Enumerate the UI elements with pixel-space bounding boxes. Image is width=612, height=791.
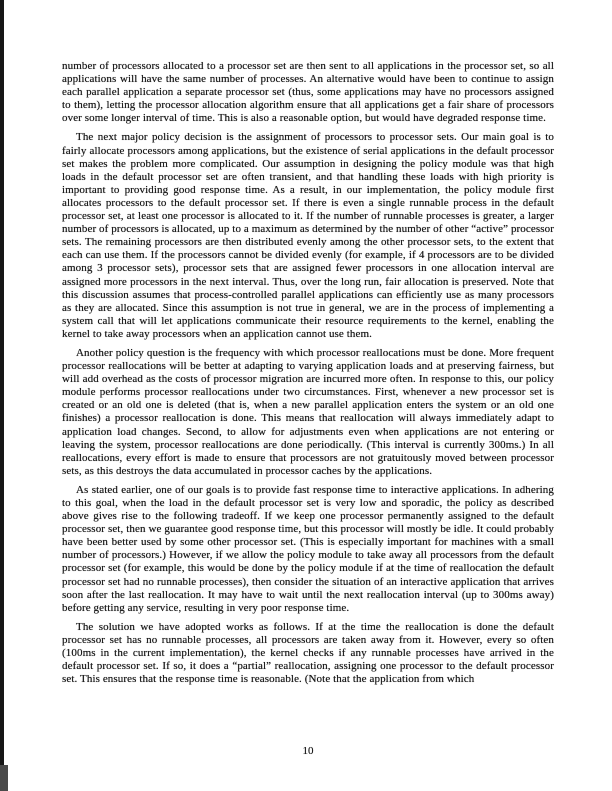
page-number: 10 xyxy=(302,745,314,757)
document-body xyxy=(62,60,554,692)
paragraph: Another policy question is the frequency with which processor reallocations must be done. More frequent processor reallocations will be better at adapting to varying application loads and at preserving fairness, but will add overhead as the costs of processor migration are incurred more often. In response to this, our policy module performs processor reallocations under two circumstances. First, whenever a new processor set is created or an old one is deleted (that is, when a new parallel application enters the system or an old one finishes) a processor reallocation is done. This means that reallocation will always immediately adapt to application load changes. Second, to allow for adjustments even when applications are not entering or leaving the system, processor reallocations are done periodically. (This interval is currently 300ms.) In all reallocations, every effort is made to ensure that processors are not gratuitously moved between processor sets, as this destroys the data accumulated in processor caches by the applications. xyxy=(62,346,554,477)
scan-edge-artifact-foot xyxy=(0,765,8,791)
paragraph: As stated earlier, one of our goals is to provide fast response time to interactive applications. In adhering to this goal, when the load in the default processor set is very low and sporadic, the policy as described above gives rise to the following tradeoff. If we keep one processor permanently assigned to the default processor set, then we guarantee good response time, but this processor will mostly be idle. It could probably have been better used by some other processor set. (This is especially important for machines with a small number of processors.) However, if we allow the policy module to take away all processors from the default processor set (for example, this would be done by the policy module if at the time of reallocation the default processor set had no runnable processes), then consider the situation of an interactive application that arrives soon after the last reallocation. It may have to wait until the next reallocation interval (up to 300ms away) before getting any service, resulting in very poor response time. xyxy=(62,483,554,614)
paragraph: number of processors allocated to a processor set are then sent to all applications in the processor set, so all applications will have the same number of processes. An alternative would have been to continue to assign each parallel application a separate processor set (thus, some applications may have no processors assigned to them), letting the processor allocation algorithm ensure that all applications get a fair share of processors over some longer interval of time. This is also a reasonable option, but would have degraded response time. xyxy=(62,60,554,125)
paragraph: The solution we have adopted works as follows. If at the time the reallocation is done the default processor set has no runnable processes, all processors are taken away from it. However, every so often (100ms in the current implementation), the kernel checks if any runnable processes have arrived in the default processor set. If so, it does a “partial” reallocation, assigning one processor to the default processor set. This ensures that the response time is reasonable. (Note that the application from which xyxy=(62,620,554,686)
scan-edge-artifact xyxy=(0,0,4,791)
paragraph: The next major policy decision is the assignment of processors to processor sets. Our main goal is to fairly allocate processors among applications, but the existence of serial applications in the default processor set makes the problem more complicated. Our assumption in designing the policy module was that high loads in the default processor set are often transient, and that handling these loads with high priority is important to providing good response time. As a result, in our implementation, the policy module first allocates processors to the default processor set. If there is even a single runnable process in the default processor set, at least one processor is allocated to it. If the number of runnable processes is greater, a larger number of processors is allocated, up to a maximum as determined by the number of other “active” processor sets. The remaining processors are then distributed evenly among the other processor sets, to the extent that each can use them. If the processors cannot be divided evenly (for example, if 4 processors are to be divided among 3 processor sets), processor sets that are assigned fewer processors in one allocation interval are assigned more processors in the next interval. Thus, over the long run, fair allocation is preserved. Note that this discussion assumes that process-controlled parallel applications can efficiently use as many processors as they are allocated. Since this assumption is not true in general, we are in the process of implementing a system call that will let applications communicate their resource requirements to the kernel, enabling the kernel to take away processors when an application cannot use them. xyxy=(62,131,554,340)
